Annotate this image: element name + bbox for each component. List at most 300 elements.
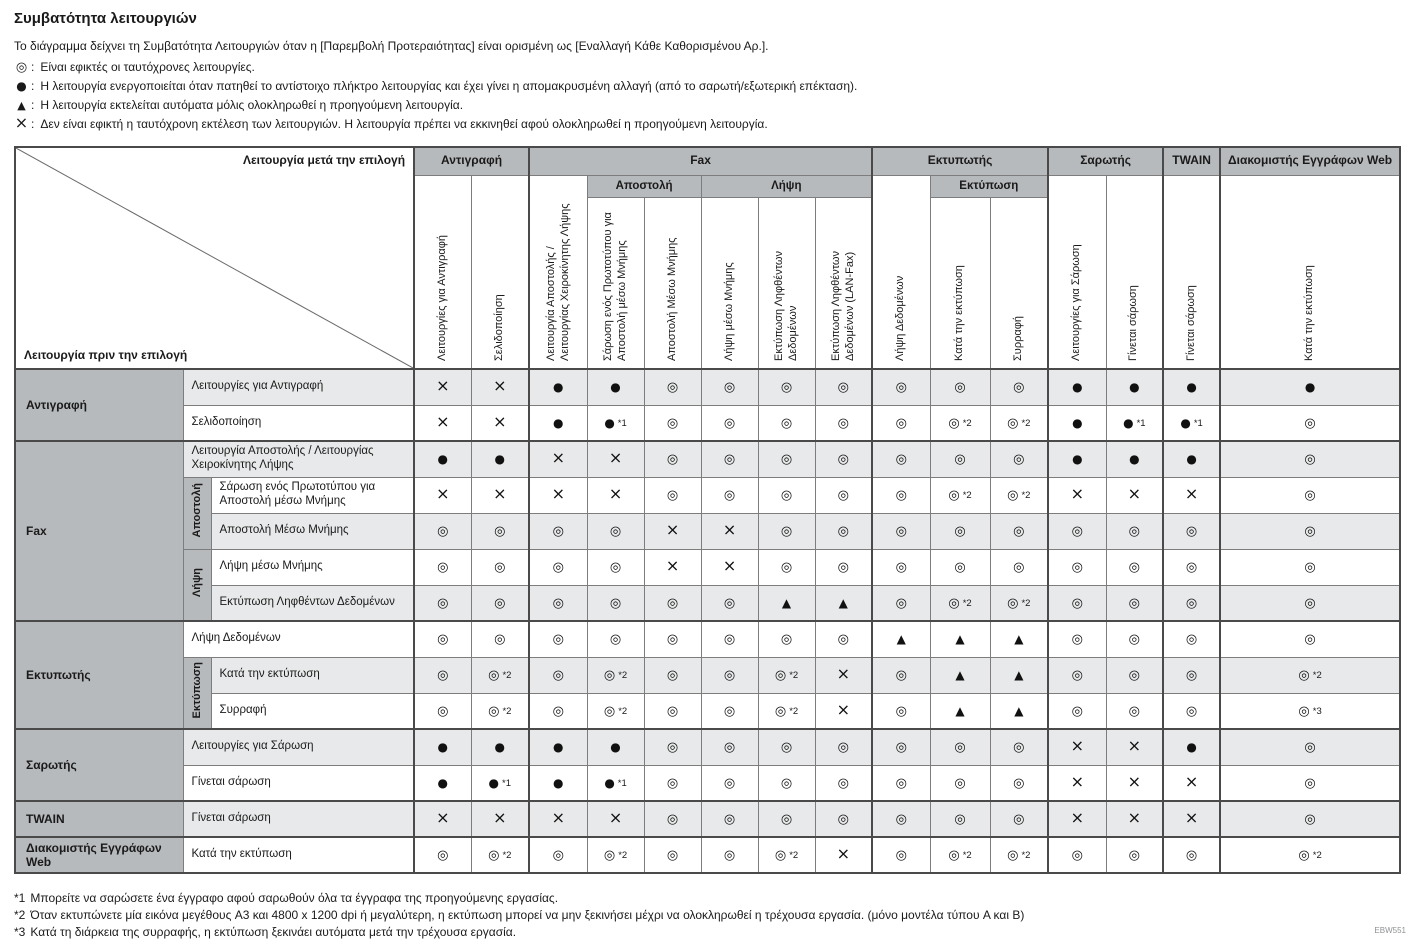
row-subgroup-text: Λήψη xyxy=(190,567,203,597)
matrix-cell xyxy=(1048,585,1106,621)
double-circle-icon: ◎ xyxy=(774,703,787,719)
double-circle-icon: ◎ xyxy=(437,632,449,648)
matrix-cell xyxy=(1048,801,1106,837)
double-circle-icon: ◎ xyxy=(1304,595,1316,611)
cross-icon: × xyxy=(1070,808,1085,827)
double-circle-icon: ◎ xyxy=(437,524,449,539)
double-circle-icon: ◎ xyxy=(1128,848,1140,863)
double-circle-icon: ◎ xyxy=(954,380,966,396)
double-circle-icon: ◎ xyxy=(1128,595,1140,611)
cross-icon: × xyxy=(836,664,850,683)
footnote-ref: *2 xyxy=(1021,417,1031,429)
matrix-cell xyxy=(758,369,815,405)
diagonal-line xyxy=(16,148,413,368)
row-label: Κατά την εκτύπωση xyxy=(211,657,414,693)
double-circle-icon: ◎ xyxy=(895,812,907,827)
filled-circle-icon: ● xyxy=(437,740,449,755)
double-circle-icon: ◎ xyxy=(780,740,793,756)
double-circle-icon: ◎ xyxy=(780,560,793,575)
cross-icon: × xyxy=(551,484,565,503)
double-circle-icon: ◎ xyxy=(774,668,787,683)
matrix-cell xyxy=(701,369,758,405)
matrix-cell xyxy=(1048,513,1106,549)
double-circle-icon: ◎ xyxy=(948,415,960,431)
cross-icon: × xyxy=(551,808,565,827)
cross-icon: × xyxy=(665,556,680,575)
double-circle-icon: ◎ xyxy=(837,488,849,503)
footnote-marker: *1 xyxy=(14,891,26,905)
matrix-cell xyxy=(1220,405,1400,441)
double-circle-icon: ◎ xyxy=(1304,560,1316,575)
matrix-cell xyxy=(872,369,930,405)
matrix-cell xyxy=(587,585,644,621)
double-circle-icon: ◎ xyxy=(837,632,849,648)
matrix-cell xyxy=(930,729,990,765)
matrix-cell xyxy=(1106,513,1163,549)
matrix-cell xyxy=(1163,621,1220,657)
double-circle-icon: ◎ xyxy=(494,524,506,539)
double-circle-icon: ◎ xyxy=(1128,560,1140,575)
matrix-cell xyxy=(644,585,701,621)
matrix-cell xyxy=(529,369,587,405)
matrix-cell xyxy=(758,549,815,585)
cross-icon: × xyxy=(1070,736,1085,756)
double-circle-icon: ◎ xyxy=(1013,740,1025,756)
filled-circle-icon: ● xyxy=(1072,452,1083,467)
matrix-cell xyxy=(471,549,529,585)
corner-label-before: Λειτουργία πριν την επιλογή xyxy=(24,348,188,362)
double-circle-icon: ◎ xyxy=(1007,415,1019,431)
double-circle-icon: ◎ xyxy=(603,848,616,863)
double-circle-icon: ◎ xyxy=(837,812,849,827)
filled-circle-icon: ● xyxy=(553,415,564,430)
legend-separator: : xyxy=(31,79,35,93)
footnote-ref: *2 xyxy=(618,850,628,861)
double-circle-icon: ◎ xyxy=(666,668,679,683)
column-label-text: Γίνεται σάρωση xyxy=(1184,285,1197,361)
column-label xyxy=(529,175,587,369)
double-circle-icon: ◎ xyxy=(780,632,793,648)
matrix-cell xyxy=(644,837,701,873)
matrix-cell xyxy=(529,729,587,765)
cross-icon: × xyxy=(836,844,850,863)
row-label: Κατά την εκτύπωση xyxy=(183,837,414,873)
column-label xyxy=(990,197,1048,369)
footnote-ref: *2 xyxy=(502,850,512,861)
matrix-cell xyxy=(644,621,701,657)
matrix-cell xyxy=(1106,621,1163,657)
double-circle-icon: ◎ xyxy=(1071,595,1083,611)
double-circle-icon: ◎ xyxy=(954,775,966,791)
footnote xyxy=(14,924,1404,941)
matrix-cell xyxy=(701,801,758,837)
matrix-cell xyxy=(587,513,644,549)
double-circle-icon: ◎ xyxy=(494,560,506,575)
matrix-cell xyxy=(1048,369,1106,405)
matrix-cell xyxy=(815,585,872,621)
double-circle-icon: ◎ xyxy=(895,524,907,539)
double-circle-icon: ◎ xyxy=(837,560,849,575)
double-circle-icon: ◎ xyxy=(895,595,907,611)
matrix-cell xyxy=(1048,765,1106,801)
footnote xyxy=(14,907,1404,924)
footnote-ref: *2 xyxy=(1312,670,1322,681)
cross-icon: × xyxy=(665,520,680,539)
matrix-cell xyxy=(1163,549,1220,585)
column-label-text: Λειτουργίες για Αντιγραφή xyxy=(435,234,448,361)
matrix-cell xyxy=(1106,477,1163,513)
column-label xyxy=(1048,175,1106,369)
matrix-cell xyxy=(758,513,815,549)
filled-circle-icon: ● xyxy=(494,452,506,467)
matrix-cell xyxy=(414,441,471,477)
row-label: Γίνεται σάρωση xyxy=(183,765,414,801)
footnote-ref: *1 xyxy=(617,777,627,789)
column-group-header: Αντιγραφή xyxy=(414,147,529,175)
column-subgroup-header: Εκτύπωση xyxy=(930,175,1048,197)
matrix-cell xyxy=(701,693,758,729)
double-circle-icon: ◎ xyxy=(609,524,622,539)
legend-separator: : xyxy=(31,98,35,112)
double-circle-icon: ◎ xyxy=(1013,380,1025,396)
double-circle-icon: ◎ xyxy=(895,488,907,503)
column-label-text: Λήψη Δεδομένων xyxy=(894,275,907,361)
legend-item xyxy=(14,77,1404,96)
matrix-cell xyxy=(414,585,471,621)
matrix-cell xyxy=(1106,585,1163,621)
column-label-text: Εκτύπωση Ληφθέντων Δεδομένων xyxy=(772,251,799,361)
double-circle-icon: ◎ xyxy=(603,703,616,719)
double-circle-icon: ◎ xyxy=(723,452,736,468)
double-circle-icon: ◎ xyxy=(494,632,506,648)
double-circle-icon: ◎ xyxy=(837,775,849,791)
matrix-cell xyxy=(990,693,1048,729)
matrix-cell xyxy=(1163,405,1220,441)
double-circle-icon: ◎ xyxy=(437,848,449,863)
double-circle-icon: ◎ xyxy=(895,415,907,431)
row-subgroup-label xyxy=(183,477,211,549)
matrix-cell xyxy=(758,477,815,513)
corner-label-after: Λειτουργία μετά την επιλογή xyxy=(242,153,406,167)
matrix-cell xyxy=(990,729,1048,765)
matrix-cell xyxy=(644,693,701,729)
matrix-cell xyxy=(587,729,644,765)
column-label xyxy=(644,197,701,369)
matrix-cell xyxy=(471,621,529,657)
matrix-cell xyxy=(644,729,701,765)
double-circle-icon: ◎ xyxy=(1304,452,1316,468)
double-circle-icon: ◎ xyxy=(552,848,564,863)
double-circle-icon: ◎ xyxy=(723,380,736,396)
matrix-cell xyxy=(644,477,701,513)
matrix-cell xyxy=(1220,729,1400,765)
double-circle-icon: ◎ xyxy=(437,703,449,719)
double-circle-icon: ◎ xyxy=(1071,632,1083,648)
double-circle-icon: ◎ xyxy=(1007,488,1019,503)
double-circle-icon: ◎ xyxy=(552,560,564,575)
matrix-cell xyxy=(1106,729,1163,765)
double-circle-icon: ◎ xyxy=(1013,452,1025,468)
column-label-text: Σάρωση ενός Πρωτοτύπου για Αποστολή μέσω Μνήμης xyxy=(601,212,628,361)
double-circle-icon: ◎ xyxy=(666,488,679,503)
column-label xyxy=(414,175,471,369)
matrix-cell xyxy=(990,837,1048,873)
footnote-marker: *2 xyxy=(14,908,26,922)
double-circle-icon: ◎ xyxy=(780,415,793,431)
filled-circle-icon: ● xyxy=(488,775,500,790)
column-group-header: TWAIN xyxy=(1163,147,1220,175)
triangle-icon: ▲ xyxy=(17,99,26,112)
matrix-cell xyxy=(644,405,701,441)
matrix-cell xyxy=(471,585,529,621)
double-circle-icon: ◎ xyxy=(723,703,736,719)
double-circle-icon: ◎ xyxy=(1128,632,1140,648)
double-circle-icon: ◎ xyxy=(837,380,849,396)
cross-icon: × xyxy=(1127,808,1142,827)
column-label xyxy=(471,175,529,369)
double-circle-icon: ◎ xyxy=(552,703,564,719)
filled-circle-icon: ● xyxy=(1129,452,1140,467)
matrix-cell xyxy=(815,729,872,765)
column-label-text: Λειτουργία Αποστολής / Λειτουργίας Χειροκίνητης Λήψης xyxy=(544,203,571,361)
triangle-icon: ▲ xyxy=(781,595,792,610)
cross-icon: × xyxy=(1184,484,1199,503)
double-circle-icon: ◎ xyxy=(609,595,622,611)
cross-icon: × xyxy=(1127,484,1142,503)
double-circle-icon: ◎ xyxy=(723,632,736,648)
double-circle-icon: ◎ xyxy=(837,524,849,539)
cross-icon: × xyxy=(493,376,507,396)
double-circle-icon: ◎ xyxy=(1304,415,1316,431)
table-corner xyxy=(15,147,414,369)
footnote-ref: *2 xyxy=(962,597,972,609)
filled-circle-icon: ● xyxy=(553,380,564,395)
matrix-cell xyxy=(872,837,930,873)
row-label: Λειτουργίες για Αντιγραφή xyxy=(183,369,414,405)
cross-icon: × xyxy=(722,556,737,575)
matrix-cell xyxy=(815,477,872,513)
footnote-ref: *2 xyxy=(1312,850,1322,861)
column-label xyxy=(1163,175,1220,369)
matrix-cell xyxy=(701,477,758,513)
footnote-ref: *2 xyxy=(618,705,628,717)
matrix-cell xyxy=(1048,441,1106,477)
column-label xyxy=(701,197,758,369)
matrix-cell xyxy=(930,585,990,621)
column-label xyxy=(1220,175,1400,369)
matrix-cell xyxy=(1163,765,1220,801)
footnote-ref: *1 xyxy=(502,777,512,789)
double-circle-icon: ◎ xyxy=(666,703,679,719)
footnote-text: Μπορείτε να σαρώσετε ένα έγγραφο αφού σαρωθούν όλα τα έγγραφα της προηγούμενης εργασίας. xyxy=(30,891,559,905)
double-circle-icon: ◎ xyxy=(895,740,907,756)
footnote xyxy=(14,890,1404,907)
matrix-cell xyxy=(815,621,872,657)
double-circle-icon: ◎ xyxy=(552,595,564,611)
page-title: Συμβατότητα λειτουργιών xyxy=(14,10,197,27)
double-circle-icon: ◎ xyxy=(954,524,966,539)
double-circle-icon: ◎ xyxy=(895,452,907,468)
double-circle-icon: ◎ xyxy=(15,60,28,75)
double-circle-icon: ◎ xyxy=(723,812,736,827)
footnote-ref: *2 xyxy=(502,705,512,717)
matrix-cell xyxy=(758,729,815,765)
cross-icon: × xyxy=(493,808,507,827)
row-label: Σάρωση ενός Πρωτοτύπου για Αποστολή μέσω Μνήμης xyxy=(211,477,414,513)
double-circle-icon: ◎ xyxy=(1304,632,1316,648)
double-circle-icon: ◎ xyxy=(488,703,500,719)
matrix-cell xyxy=(872,765,930,801)
matrix-cell xyxy=(471,765,529,801)
matrix-cell xyxy=(758,657,815,693)
double-circle-icon: ◎ xyxy=(895,848,907,863)
matrix-cell xyxy=(529,621,587,657)
matrix-cell xyxy=(990,477,1048,513)
matrix-cell xyxy=(1163,513,1220,549)
matrix-cell xyxy=(1220,657,1400,693)
matrix-cell xyxy=(990,585,1048,621)
row-group-header: Διακομιστής Εγγράφων Web xyxy=(15,837,183,873)
column-label-text: Κατά την εκτύπωση xyxy=(1303,265,1316,361)
double-circle-icon: ◎ xyxy=(723,595,736,611)
double-circle-icon: ◎ xyxy=(723,740,736,756)
triangle-icon: ▲ xyxy=(1014,703,1024,718)
matrix-cell xyxy=(471,837,529,873)
matrix-cell xyxy=(1220,441,1400,477)
double-circle-icon: ◎ xyxy=(1071,668,1083,683)
matrix-cell xyxy=(1163,477,1220,513)
column-label-text: Γίνεται σάρωση xyxy=(1127,285,1140,361)
double-circle-icon: ◎ xyxy=(1007,595,1019,611)
double-circle-icon: ◎ xyxy=(603,668,616,683)
filled-circle-icon: ● xyxy=(494,740,506,755)
double-circle-icon: ◎ xyxy=(1185,668,1198,683)
matrix-cell xyxy=(1106,837,1163,873)
matrix-cell xyxy=(1106,693,1163,729)
double-circle-icon: ◎ xyxy=(723,415,736,431)
matrix-cell xyxy=(1163,693,1220,729)
matrix-cell xyxy=(1163,441,1220,477)
double-circle-icon: ◎ xyxy=(494,595,506,611)
triangle-icon: ▲ xyxy=(896,632,906,647)
double-circle-icon: ◎ xyxy=(780,775,793,791)
matrix-cell xyxy=(471,477,529,513)
matrix-cell xyxy=(587,369,644,405)
matrix-cell xyxy=(872,693,930,729)
filled-circle-icon: ● xyxy=(1186,452,1197,467)
matrix-cell xyxy=(1106,801,1163,837)
matrix-cell xyxy=(1106,549,1163,585)
row-label: Λειτουργία Αποστολής / Λειτουργίας Χειροκίνητης Λήψης xyxy=(183,441,414,477)
double-circle-icon: ◎ xyxy=(723,848,736,863)
matrix-cell xyxy=(1106,369,1163,405)
double-circle-icon: ◎ xyxy=(948,595,960,611)
matrix-cell xyxy=(990,801,1048,837)
footnote-ref: *2 xyxy=(789,850,799,861)
matrix-cell xyxy=(1106,405,1163,441)
row-subgroup-label xyxy=(183,657,211,729)
matrix-cell xyxy=(1048,837,1106,873)
triangle-icon: ▲ xyxy=(1014,668,1024,682)
footnote-ref: *2 xyxy=(962,490,972,501)
double-circle-icon: ◎ xyxy=(1071,524,1083,539)
matrix-cell xyxy=(529,657,587,693)
triangle-icon: ▲ xyxy=(1014,632,1024,647)
matrix-cell xyxy=(529,585,587,621)
legend xyxy=(14,58,1404,134)
matrix-cell xyxy=(587,693,644,729)
column-label-text: Κατά την εκτύπωση xyxy=(953,265,966,361)
cross-icon: × xyxy=(551,448,565,468)
row-group-header: Σαρωτής xyxy=(15,729,183,801)
column-label xyxy=(1106,175,1163,369)
cross-icon: × xyxy=(436,411,450,431)
footnote-ref: *2 xyxy=(962,417,972,429)
column-label-text: Λήψη μέσω Μνήμης xyxy=(722,262,735,361)
double-circle-icon: ◎ xyxy=(723,488,736,503)
matrix-cell xyxy=(930,765,990,801)
double-circle-icon: ◎ xyxy=(666,740,679,756)
double-circle-icon: ◎ xyxy=(837,740,849,756)
matrix-cell xyxy=(414,405,471,441)
matrix-cell xyxy=(1220,513,1400,549)
matrix-cell xyxy=(414,837,471,873)
footnote-text: Όταν εκτυπώνετε μία εικόνα μεγέθους A3 και 4800 x 1200 dpi ή μεγαλύτερη, η εκτύπωση μπορεί να μην ξεκινήσει μέχρι να ολοκληρωθεί η τρέχουσα εργασία. (μόνο μοντέλα τύπου A και B) xyxy=(30,908,1025,922)
double-circle-icon: ◎ xyxy=(1013,560,1025,575)
double-circle-icon: ◎ xyxy=(1071,560,1083,575)
double-circle-icon: ◎ xyxy=(1298,848,1310,863)
footnote-ref: *1 xyxy=(617,417,627,429)
matrix-cell xyxy=(644,657,701,693)
matrix-cell xyxy=(644,513,701,549)
matrix-cell xyxy=(872,801,930,837)
footnote-ref: *3 xyxy=(1312,705,1322,717)
cross-icon: × xyxy=(608,808,623,827)
double-circle-icon: ◎ xyxy=(1185,524,1198,539)
matrix-cell xyxy=(701,585,758,621)
double-circle-icon: ◎ xyxy=(1185,703,1198,719)
double-circle-icon: ◎ xyxy=(954,560,966,575)
triangle-icon: ▲ xyxy=(838,595,848,610)
cross-icon: × xyxy=(836,699,850,719)
matrix-cell xyxy=(701,513,758,549)
double-circle-icon: ◎ xyxy=(437,668,449,683)
matrix-cell xyxy=(815,441,872,477)
matrix-cell xyxy=(1048,405,1106,441)
double-circle-icon: ◎ xyxy=(780,488,793,503)
matrix-cell xyxy=(1220,837,1400,873)
double-circle-icon: ◎ xyxy=(1185,632,1198,648)
double-circle-icon: ◎ xyxy=(609,632,622,648)
double-circle-icon: ◎ xyxy=(954,812,966,827)
footnote-ref: *1 xyxy=(1136,417,1146,429)
matrix-cell xyxy=(1220,477,1400,513)
matrix-cell xyxy=(1163,585,1220,621)
matrix-cell xyxy=(1220,765,1400,801)
matrix-cell xyxy=(471,693,529,729)
cross-icon: × xyxy=(14,113,29,132)
matrix-cell xyxy=(815,549,872,585)
matrix-cell xyxy=(815,369,872,405)
column-group-header: Fax xyxy=(529,147,872,175)
matrix-cell xyxy=(529,513,587,549)
footnote-ref: *2 xyxy=(1021,490,1031,501)
matrix-cell xyxy=(815,837,872,873)
footnote-ref: *2 xyxy=(502,670,512,681)
legend-text: Η λειτουργία ενεργοποιείται όταν πατηθεί το αντίστοιχο πλήκτρο λειτουργίας και έχει γίνει η απομακρυσμένη αλλαγή (από το σαρωτή/εξωτερική επέκταση). xyxy=(40,79,858,93)
matrix-cell xyxy=(701,405,758,441)
matrix-cell xyxy=(1048,621,1106,657)
